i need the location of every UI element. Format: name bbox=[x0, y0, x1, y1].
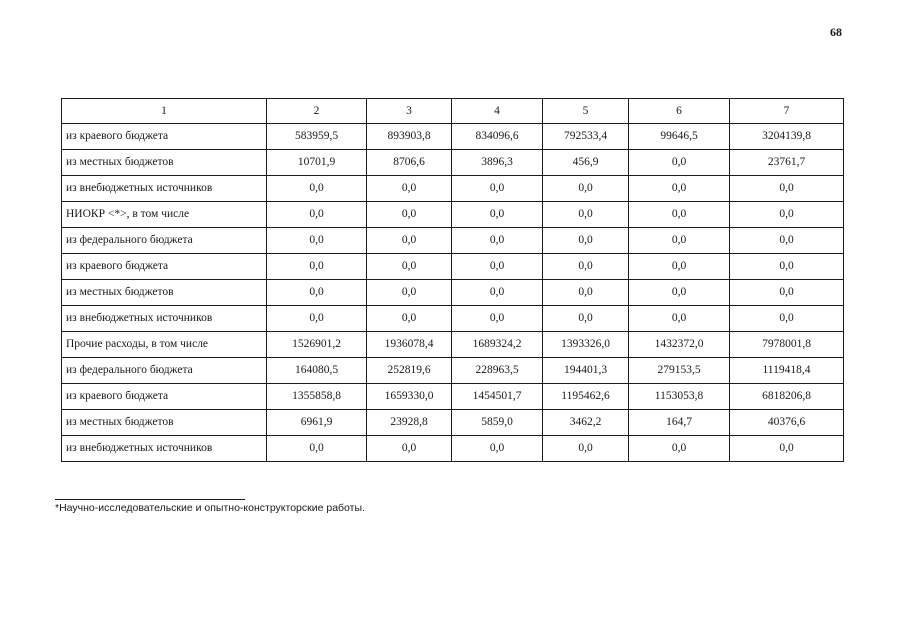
table-cell: 1432372,0 bbox=[629, 332, 730, 358]
table-cell: 1689324,2 bbox=[452, 332, 543, 358]
column-header-7: 7 bbox=[730, 99, 844, 124]
row-label: из краевого бюджета bbox=[62, 384, 267, 410]
footnote-divider bbox=[55, 499, 245, 500]
table-cell: 279153,5 bbox=[629, 358, 730, 384]
table-row bbox=[62, 176, 844, 202]
table-cell: 10701,9 bbox=[267, 150, 367, 176]
table-row bbox=[62, 150, 844, 176]
table-cell: 3204139,8 bbox=[730, 124, 844, 150]
table-cell: 0,0 bbox=[452, 228, 543, 254]
table-cell: 164,7 bbox=[629, 410, 730, 436]
table-cell: 0,0 bbox=[629, 228, 730, 254]
table-cell: 0,0 bbox=[367, 202, 452, 228]
table-cell: 0,0 bbox=[730, 176, 844, 202]
table-cell: 0,0 bbox=[452, 254, 543, 280]
table-cell: 0,0 bbox=[452, 202, 543, 228]
row-label: из федерального бюджета bbox=[62, 358, 267, 384]
table-row bbox=[62, 436, 844, 462]
table-cell: 194401,3 bbox=[543, 358, 629, 384]
table-cell: 893903,8 bbox=[367, 124, 452, 150]
table-cell: 0,0 bbox=[267, 228, 367, 254]
table-cell: 0,0 bbox=[367, 176, 452, 202]
table-cell: 0,0 bbox=[543, 254, 629, 280]
table-row bbox=[62, 280, 844, 306]
table-cell: 0,0 bbox=[367, 228, 452, 254]
table-cell: 0,0 bbox=[629, 436, 730, 462]
table-cell: 0,0 bbox=[367, 254, 452, 280]
table-cell: 0,0 bbox=[629, 306, 730, 332]
table-cell: 0,0 bbox=[267, 280, 367, 306]
table-cell: 1195462,6 bbox=[543, 384, 629, 410]
table-cell: 0,0 bbox=[629, 254, 730, 280]
row-label: из внебюджетных источников bbox=[62, 436, 267, 462]
table-cell: 0,0 bbox=[367, 436, 452, 462]
table-row bbox=[62, 228, 844, 254]
column-header-1: 1 bbox=[62, 99, 267, 124]
table-cell: 583959,5 bbox=[267, 124, 367, 150]
table-cell: 1454501,7 bbox=[452, 384, 543, 410]
row-label: из краевого бюджета bbox=[62, 254, 267, 280]
table-row bbox=[62, 410, 844, 436]
table-cell: 0,0 bbox=[730, 280, 844, 306]
row-label: из местных бюджетов bbox=[62, 410, 267, 436]
table-cell: 0,0 bbox=[267, 436, 367, 462]
table-cell: 0,0 bbox=[452, 306, 543, 332]
table-cell: 0,0 bbox=[543, 202, 629, 228]
table-cell: 0,0 bbox=[267, 176, 367, 202]
table-cell: 5859,0 bbox=[452, 410, 543, 436]
footnote: *Научно-исследовательские и опытно-конструкторские работы. bbox=[55, 502, 365, 514]
table-cell: 0,0 bbox=[629, 202, 730, 228]
table-cell: 164080,5 bbox=[267, 358, 367, 384]
header-row bbox=[62, 99, 844, 124]
table-cell: 23761,7 bbox=[730, 150, 844, 176]
table-cell: 0,0 bbox=[730, 436, 844, 462]
table-row bbox=[62, 254, 844, 280]
table-row bbox=[62, 124, 844, 150]
table-cell: 0,0 bbox=[629, 150, 730, 176]
row-label: из местных бюджетов bbox=[62, 280, 267, 306]
table-body bbox=[62, 124, 844, 462]
table-row bbox=[62, 384, 844, 410]
table-cell: 0,0 bbox=[543, 280, 629, 306]
table-cell: 1355858,8 bbox=[267, 384, 367, 410]
table-cell: 1153053,8 bbox=[629, 384, 730, 410]
table-cell: 6818206,8 bbox=[730, 384, 844, 410]
table-cell: 3896,3 bbox=[452, 150, 543, 176]
table-cell: 0,0 bbox=[367, 280, 452, 306]
table-cell: 0,0 bbox=[543, 306, 629, 332]
table-cell: 0,0 bbox=[543, 176, 629, 202]
table-cell: 0,0 bbox=[267, 254, 367, 280]
row-label: НИОКР <*>, в том числе bbox=[62, 202, 267, 228]
column-header-4: 4 bbox=[452, 99, 543, 124]
table-cell: 23928,8 bbox=[367, 410, 452, 436]
row-label: из краевого бюджета bbox=[62, 124, 267, 150]
table-cell: 99646,5 bbox=[629, 124, 730, 150]
table-cell: 228963,5 bbox=[452, 358, 543, 384]
table-cell: 0,0 bbox=[452, 436, 543, 462]
table-cell: 0,0 bbox=[267, 306, 367, 332]
table-cell: 252819,6 bbox=[367, 358, 452, 384]
row-label: из внебюджетных источников bbox=[62, 176, 267, 202]
table-cell: 1526901,2 bbox=[267, 332, 367, 358]
table-cell: 1659330,0 bbox=[367, 384, 452, 410]
table-cell: 3462,2 bbox=[543, 410, 629, 436]
table-cell: 0,0 bbox=[730, 254, 844, 280]
row-label: из федерального бюджета bbox=[62, 228, 267, 254]
budget-table bbox=[61, 98, 844, 462]
table-cell: 0,0 bbox=[730, 228, 844, 254]
page-number: 68 bbox=[830, 25, 842, 39]
table-cell: 0,0 bbox=[543, 228, 629, 254]
column-header-6: 6 bbox=[629, 99, 730, 124]
row-label: из внебюджетных источников bbox=[62, 306, 267, 332]
table-cell: 0,0 bbox=[629, 280, 730, 306]
table-header bbox=[62, 99, 844, 124]
row-label: из местных бюджетов bbox=[62, 150, 267, 176]
table-cell: 0,0 bbox=[629, 176, 730, 202]
table-cell: 1119418,4 bbox=[730, 358, 844, 384]
table-cell: 0,0 bbox=[452, 280, 543, 306]
table-cell: 0,0 bbox=[730, 306, 844, 332]
table-row bbox=[62, 202, 844, 228]
table-cell: 1936078,4 bbox=[367, 332, 452, 358]
table-cell: 0,0 bbox=[267, 202, 367, 228]
table-cell: 834096,6 bbox=[452, 124, 543, 150]
row-label: Прочие расходы, в том числе bbox=[62, 332, 267, 358]
table-cell: 792533,4 bbox=[543, 124, 629, 150]
table-cell: 8706,6 bbox=[367, 150, 452, 176]
table-row bbox=[62, 358, 844, 384]
table-cell: 6961,9 bbox=[267, 410, 367, 436]
table-cell: 40376,6 bbox=[730, 410, 844, 436]
table-cell: 0,0 bbox=[730, 202, 844, 228]
column-header-3: 3 bbox=[367, 99, 452, 124]
table-cell: 0,0 bbox=[543, 436, 629, 462]
table-row bbox=[62, 332, 844, 358]
table-cell: 7978001,8 bbox=[730, 332, 844, 358]
table-cell: 0,0 bbox=[452, 176, 543, 202]
table-row bbox=[62, 306, 844, 332]
column-header-5: 5 bbox=[543, 99, 629, 124]
column-header-2: 2 bbox=[267, 99, 367, 124]
table-cell: 456,9 bbox=[543, 150, 629, 176]
table-cell: 0,0 bbox=[367, 306, 452, 332]
table-cell: 1393326,0 bbox=[543, 332, 629, 358]
